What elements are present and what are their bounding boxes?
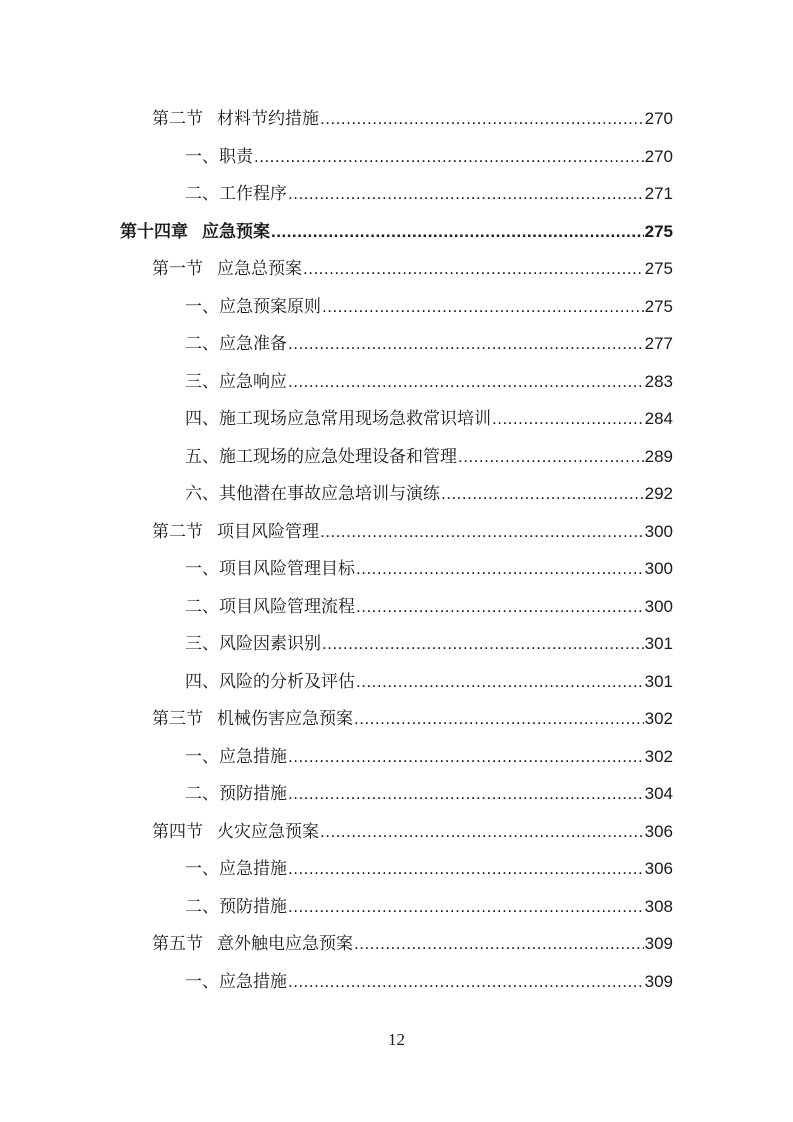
toc-entry-page: 270 <box>644 109 673 128</box>
toc-entry[interactable] <box>152 929 673 959</box>
toc-entry-title: 施工现场的应急处理设备和管理 <box>219 446 457 467</box>
toc-entry[interactable] <box>185 854 673 884</box>
toc-entry-title: 应急总预案 <box>217 259 302 279</box>
toc-entry-page: 309 <box>644 971 673 991</box>
toc-entry-title: 材料节约措施 <box>217 109 319 129</box>
dot-leader <box>303 254 644 284</box>
toc-entry-title: 项目风险管理 <box>217 521 319 542</box>
toc-entry-title: 应急措施 <box>219 746 287 767</box>
toc-entry[interactable] <box>152 704 673 734</box>
toc-entry-number: 四、 <box>185 409 219 429</box>
toc-entry-title: 预防措施 <box>219 896 287 917</box>
toc-entry-page: 304 <box>644 784 673 803</box>
toc-entry-number: 第一节 <box>152 259 203 279</box>
toc-entry-title: 应急措施 <box>219 859 287 879</box>
toc-entry-number: 二、 <box>185 896 219 917</box>
toc-entry-page: 302 <box>644 746 673 766</box>
toc-entry[interactable] <box>185 554 673 584</box>
toc-entry-number: 三、 <box>185 371 219 392</box>
dot-leader <box>320 517 644 547</box>
toc-entry[interactable] <box>152 817 673 847</box>
toc-entry-title: 项目风险管理目标 <box>219 559 355 579</box>
toc-entry-page: 301 <box>644 634 673 653</box>
toc-entry[interactable] <box>152 517 673 547</box>
toc-entry-number: 一、 <box>185 971 219 992</box>
toc-entry-number: 一、 <box>185 296 219 317</box>
dot-leader <box>322 292 644 322</box>
toc-entry[interactable] <box>185 592 673 622</box>
toc-entry[interactable] <box>185 667 673 697</box>
toc-entry-title: 风险的分析及评估 <box>219 671 355 692</box>
toc-entry-page: 271 <box>644 184 673 203</box>
toc-entry-number: 六、 <box>185 484 219 504</box>
toc-entry[interactable] <box>185 142 673 172</box>
toc-entry-title: 工作程序 <box>219 184 287 204</box>
toc-entry-page: 277 <box>644 334 673 353</box>
toc-entry-page: 300 <box>644 596 673 616</box>
toc-entry-page: 301 <box>644 671 673 691</box>
dot-leader <box>458 442 644 472</box>
toc-entry-title: 意外触电应急预案 <box>217 934 353 954</box>
toc-entry-number: 第二节 <box>152 109 203 129</box>
toc-entry-page: 275 <box>644 296 673 316</box>
toc-entry-page: 309 <box>644 934 673 953</box>
toc-entry[interactable] <box>185 292 673 322</box>
dot-leader <box>288 742 644 772</box>
toc-entry-page: 302 <box>644 709 673 728</box>
toc-entry-title: 预防措施 <box>219 784 287 804</box>
toc-entry-page: 283 <box>644 371 673 391</box>
toc-entry-number: 一、 <box>185 746 219 767</box>
dot-leader <box>254 142 644 172</box>
toc-entry-title: 机械伤害应急预案 <box>217 709 353 729</box>
toc-entry-title: 职责 <box>219 146 253 167</box>
dot-leader <box>356 667 644 697</box>
toc-entry-page: 289 <box>644 446 673 466</box>
toc-entry-page: 275 <box>644 221 673 241</box>
toc-entry-page: 306 <box>644 859 673 878</box>
toc-chapter-entry[interactable] <box>120 217 673 247</box>
dot-leader <box>354 704 644 734</box>
toc-entry[interactable] <box>185 442 673 472</box>
toc-entry-number: 第四节 <box>152 821 203 842</box>
dot-leader <box>271 217 644 247</box>
toc-entry-page: 284 <box>644 409 673 428</box>
toc-entry-title: 火灾应急预案 <box>217 821 319 842</box>
toc-entry[interactable] <box>185 967 673 997</box>
toc-entry-title: 风险因素识别 <box>219 634 321 654</box>
toc-entry-page: 270 <box>644 146 673 166</box>
dot-leader <box>288 967 644 997</box>
dot-leader <box>288 367 644 397</box>
toc-entry-number: 第三节 <box>152 709 203 729</box>
toc-entry-number: 五、 <box>185 446 219 467</box>
toc-entry-number: 一、 <box>185 559 219 579</box>
toc-entry-number: 一、 <box>185 146 219 167</box>
toc-entry-title: 其他潜在事故应急培训与演练 <box>219 484 440 504</box>
toc-entry[interactable] <box>185 404 673 434</box>
toc-entry-page: 300 <box>644 521 673 541</box>
dot-leader <box>354 929 644 959</box>
toc-entry-page: 300 <box>644 559 673 578</box>
toc-entry[interactable] <box>185 179 673 209</box>
toc-entry[interactable] <box>185 742 673 772</box>
toc-entry-page: 275 <box>644 259 673 278</box>
toc-entry-number: 二、 <box>185 334 219 354</box>
toc-entry[interactable] <box>152 104 673 134</box>
dot-leader <box>288 779 644 809</box>
dot-leader <box>320 104 644 134</box>
toc-entry-page: 308 <box>644 896 673 916</box>
toc-entry[interactable] <box>185 629 673 659</box>
toc-entry-title: 应急预案原则 <box>219 296 321 317</box>
toc-entry-title: 应急准备 <box>219 334 287 354</box>
page-number: 12 <box>388 1030 405 1049</box>
toc-entry-number: 二、 <box>185 784 219 804</box>
toc-entry-number: 第十四章 <box>120 221 188 242</box>
dot-leader <box>288 329 644 359</box>
toc-entry-number: 一、 <box>185 859 219 879</box>
dot-leader <box>288 854 644 884</box>
dot-leader <box>492 404 644 434</box>
dot-leader <box>322 629 644 659</box>
toc-entry[interactable] <box>185 479 673 509</box>
toc-entry-number: 三、 <box>185 634 219 654</box>
dot-leader <box>288 179 644 209</box>
toc-entry[interactable] <box>152 254 673 284</box>
toc-entry-number: 二、 <box>185 596 219 617</box>
toc-entry-title: 应急响应 <box>219 371 287 392</box>
dot-leader <box>320 817 644 847</box>
toc-entry-page: 292 <box>644 484 673 503</box>
toc-entry-number: 第二节 <box>152 521 203 542</box>
dot-leader <box>356 554 644 584</box>
dot-leader <box>288 892 644 922</box>
toc-entry-number: 第五节 <box>152 934 203 954</box>
dot-leader <box>356 592 644 622</box>
toc-entry[interactable] <box>185 329 673 359</box>
toc-entry[interactable] <box>185 779 673 809</box>
toc-entry[interactable] <box>185 367 673 397</box>
toc-entry-title: 应急措施 <box>219 971 287 992</box>
toc-entry-title: 施工现场应急常用现场急救常识培训 <box>219 409 491 429</box>
dot-leader <box>441 479 644 509</box>
toc-entry-number: 四、 <box>185 671 219 692</box>
toc-entry-title: 项目风险管理流程 <box>219 596 355 617</box>
toc-entry-page: 306 <box>644 821 673 841</box>
toc-entry[interactable] <box>185 892 673 922</box>
toc-entry-number: 二、 <box>185 184 219 204</box>
toc-entry-title: 应急预案 <box>202 221 270 242</box>
